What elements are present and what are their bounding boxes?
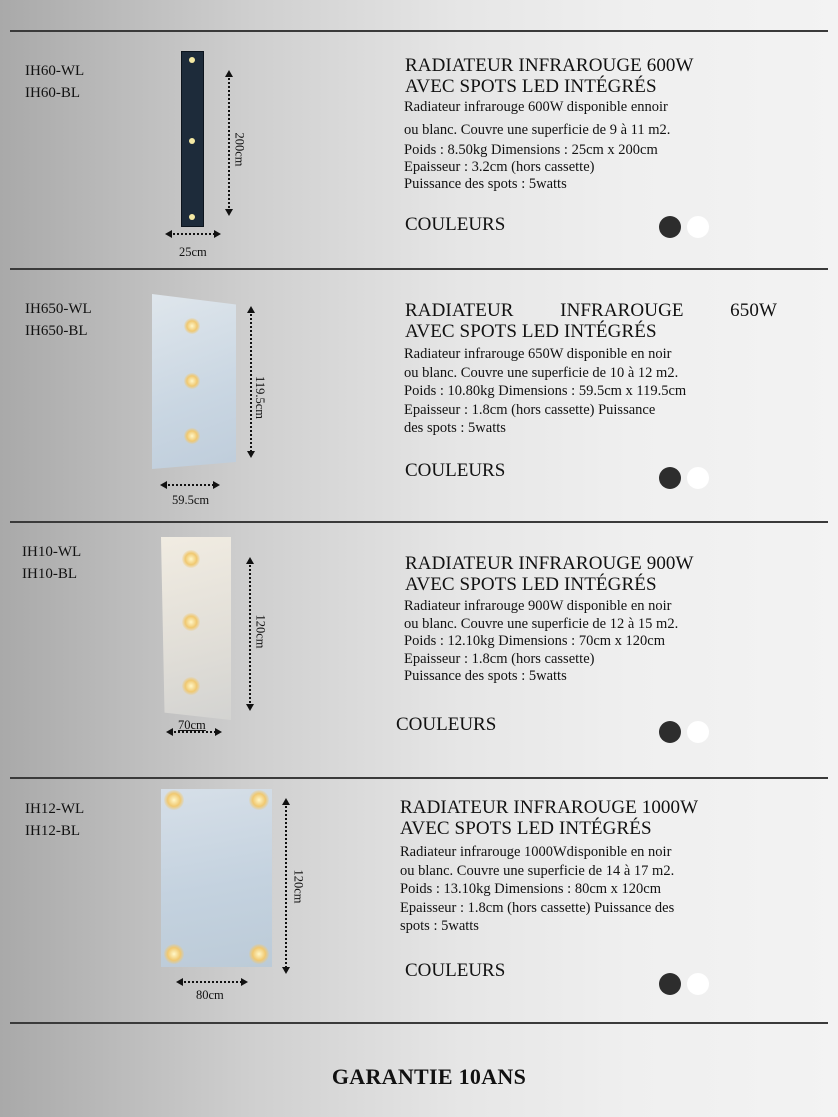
title-line-1: RADIATEUR INFRAROUGE 600W (405, 55, 694, 76)
color-swatch-white[interactable] (687, 973, 709, 995)
title-line-2: AVEC SPOTS LED INTÉGRÉS (405, 321, 657, 342)
product-description: Radiateur infrarouge 600W disponible ennoir ou blanc. Couvre une superficie de 9 à 11 m2. Poids : 8.50kg Dimensions : 25cm x 200cm Epaisseur : 3.2cm (hors cassette) Puissance des spots : 5watts (404, 99, 671, 192)
product-code: IH12-BL (25, 823, 80, 839)
height-label: 120cm (291, 869, 306, 904)
colors-label: COULEURS (405, 214, 506, 235)
height-label: 200cm (232, 132, 247, 167)
width-label: 70cm (178, 718, 206, 732)
product-image (161, 789, 272, 967)
product-codes (25, 60, 84, 104)
product-code: IH60-BL (25, 85, 80, 101)
color-swatch-black[interactable] (659, 721, 681, 743)
title-line-1: RADIATEUR INFRAROUGE 650W (405, 300, 777, 321)
colors-label: COULEURS (405, 460, 506, 481)
width-dimension-arrow (176, 976, 248, 988)
color-swatch-white[interactable] (687, 216, 709, 238)
width-dimension-arrow (160, 479, 220, 491)
product-description: Radiateur infrarouge 900W disponible en noir ou blanc. Couvre une superficie de 12 à 15 m2. Poids : 12.10kg Dimensions : 70cm x 120cm Epaisseur : 1.8cm (hors cassette) Puissance des spots : 5watts (404, 598, 679, 684)
product-description: Radiateur infrarouge 650W disponible en noir ou blanc. Couvre une superficie de 10 à 12 m2. Poids : 10.80kg Dimensions : 59.5cm x 119.5cm Epaisseur : 1.8cm (hors cassette) Puissance des spots : 5watts (404, 346, 687, 436)
width-label: 80cm (196, 988, 224, 1002)
width-label: 25cm (179, 245, 207, 259)
product-title (405, 55, 694, 97)
product-code: IH10-BL (22, 566, 77, 582)
color-swatch-black[interactable] (659, 973, 681, 995)
product-title (405, 300, 777, 342)
product-code: IH60-WL (25, 63, 85, 79)
color-swatch-white[interactable] (687, 467, 709, 489)
product-code: IH650-BL (25, 323, 88, 339)
title-line-1: RADIATEUR INFRAROUGE 900W (405, 553, 694, 574)
divider-3 (10, 777, 828, 779)
product-image (152, 294, 236, 469)
colors-label: COULEURS (405, 960, 506, 981)
product-code: IH12-WL (25, 801, 85, 817)
title-line-2: AVEC SPOTS LED INTÉGRÉS (400, 818, 652, 839)
width-dimension-arrow (165, 228, 221, 240)
product-codes (25, 798, 84, 842)
product-codes (25, 298, 92, 342)
title-line-1: RADIATEUR INFRAROUGE 1000W (400, 797, 699, 818)
product-code: IH650-WL (25, 301, 92, 317)
divider-bottom (10, 1022, 828, 1024)
title-line-2: AVEC SPOTS LED INTÉGRÉS (405, 574, 657, 595)
product-codes (22, 541, 81, 585)
product-title (400, 797, 698, 839)
title-line-2: AVEC SPOTS LED INTÉGRÉS (405, 76, 657, 97)
color-swatch-white[interactable] (687, 721, 709, 743)
divider-2 (10, 521, 828, 523)
product-title (405, 553, 694, 595)
width-label: 59.5cm (172, 493, 210, 507)
height-label: 120cm (253, 614, 268, 649)
warranty-text: GARANTIE 10ANS (331, 1064, 527, 1089)
divider-top (10, 30, 828, 32)
product-image (181, 51, 204, 227)
product-description: Radiateur infrarouge 1000Wdisponible en noir ou blanc. Couvre une superficie de 14 à 17 m2. Poids : 13.10kg Dimensions : 80cm x 120cm Epaisseur : 1.8cm (hors cassette) Puissance des spots : 5watts (400, 844, 675, 934)
color-swatch-black[interactable] (659, 467, 681, 489)
height-label: 119.5cm (252, 376, 267, 419)
colors-label: COULEURS (396, 714, 497, 735)
color-swatch-black[interactable] (659, 216, 681, 238)
product-image (161, 537, 231, 720)
product-code: IH10-WL (22, 544, 82, 560)
divider-1 (10, 268, 828, 270)
